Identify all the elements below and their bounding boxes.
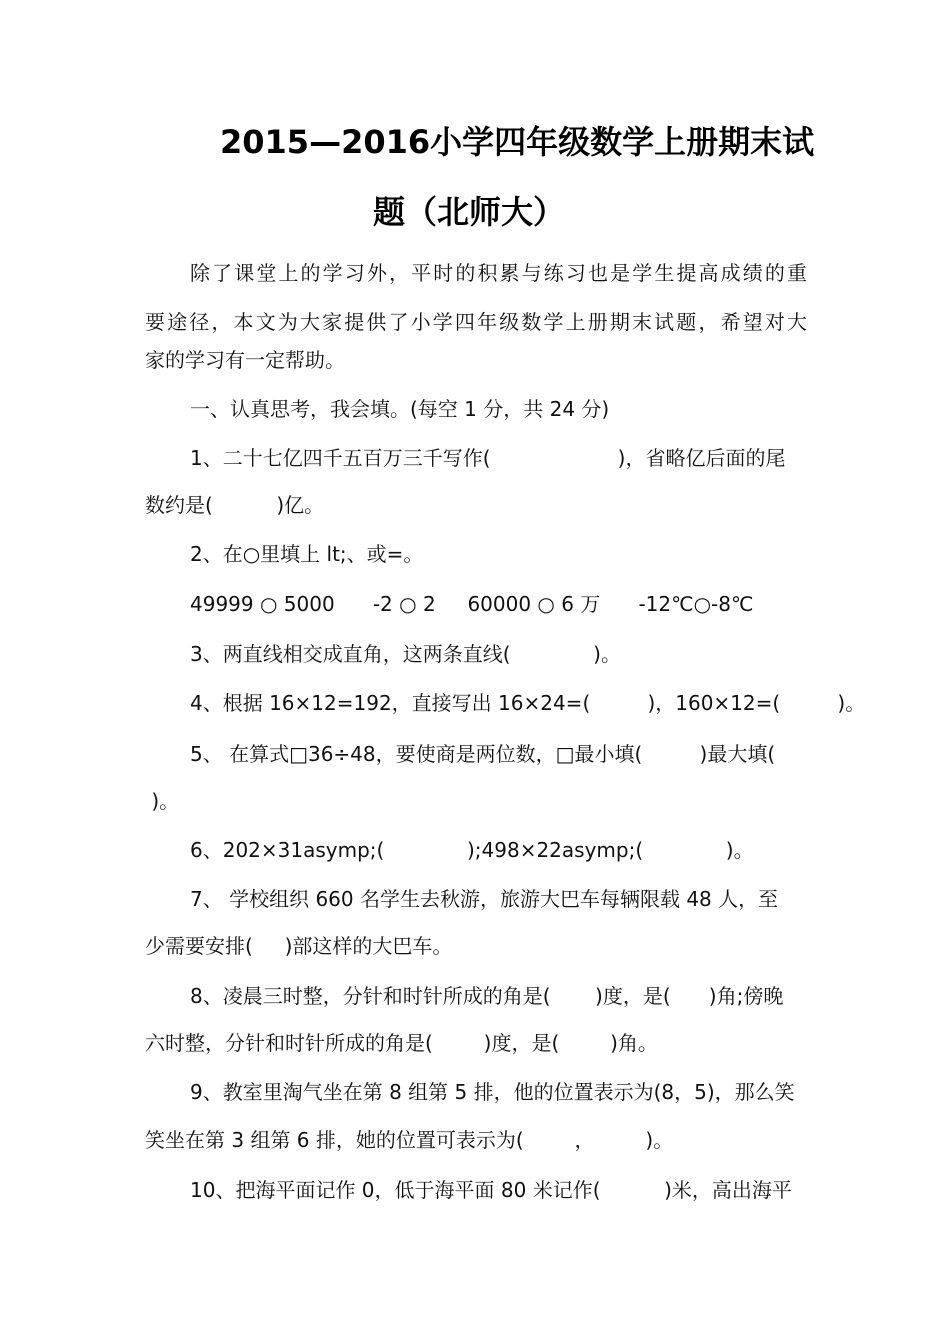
document-title-line-2: 题（北师大） <box>373 193 566 231</box>
question-1-line-2: 数约是( )亿。 <box>145 493 325 517</box>
question-6: 6、202×31asymp;( );498×22asymp;( )。 <box>190 838 754 862</box>
document-title-line-1: 2015—2016小学四年级数学上册期末试 <box>220 123 815 161</box>
intro-line-2: 要途径，本文为大家提供了小学四年级数学上册期末试题，希望对大 <box>145 310 807 334</box>
question-5-line-2: )。 <box>145 789 180 813</box>
question-9-line-1: 9、教室里淘气坐在第 8 组第 5 排，他的位置表示为(8，5)，那么笑 <box>190 1080 795 1104</box>
question-2-line-2: 49999 ○ 5000 -2 ○ 2 60000 ○ 6 万 -12℃○-8℃ <box>190 592 754 616</box>
question-3: 3、两直线相交成直角，这两条直线( )。 <box>190 642 621 666</box>
question-1-line-1: 1、二十七亿四千五百万三千写作( )，省略亿后面的尾 <box>190 446 786 470</box>
question-2-line-1: 2、在○里填上 lt;、或=。 <box>190 542 424 566</box>
question-8-line-2: 六时整，分针和时针所成的角是( )度，是( )角。 <box>145 1031 658 1055</box>
question-10-line-1: 10、把海平面记作 0，低于海平面 80 米记作( )米，高出海平 <box>190 1178 792 1202</box>
intro-line-3: 家的学习有一定帮助。 <box>145 348 345 372</box>
question-7-line-1: 7、 学校组织 660 名学生去秋游，旅游大巴车每辆限载 48 人，至 <box>190 887 779 911</box>
question-8-line-1: 8、凌晨三时整，分针和时针所成的角是( )度，是( )角;傍晚 <box>190 984 784 1008</box>
intro-line-1: 除了课堂上的学习外，平时的积累与练习也是学生提高成绩的重 <box>190 261 807 285</box>
question-5-line-1: 5、 在算式□36÷48，要使商是两位数，□最小填( )最大填( <box>190 742 776 766</box>
question-7-line-2: 少需要安排( )部这样的大巴车。 <box>145 934 453 958</box>
question-4: 4、根据 16×12=192，直接写出 16×24=( )，160×12=( )。 <box>190 691 866 715</box>
question-9-line-2: 笑坐在第 3 组第 6 排，她的位置可表示为( ， )。 <box>145 1128 674 1152</box>
section-heading: 一、认真思考，我会填。(每空 1 分，共 24 分) <box>190 397 610 421</box>
